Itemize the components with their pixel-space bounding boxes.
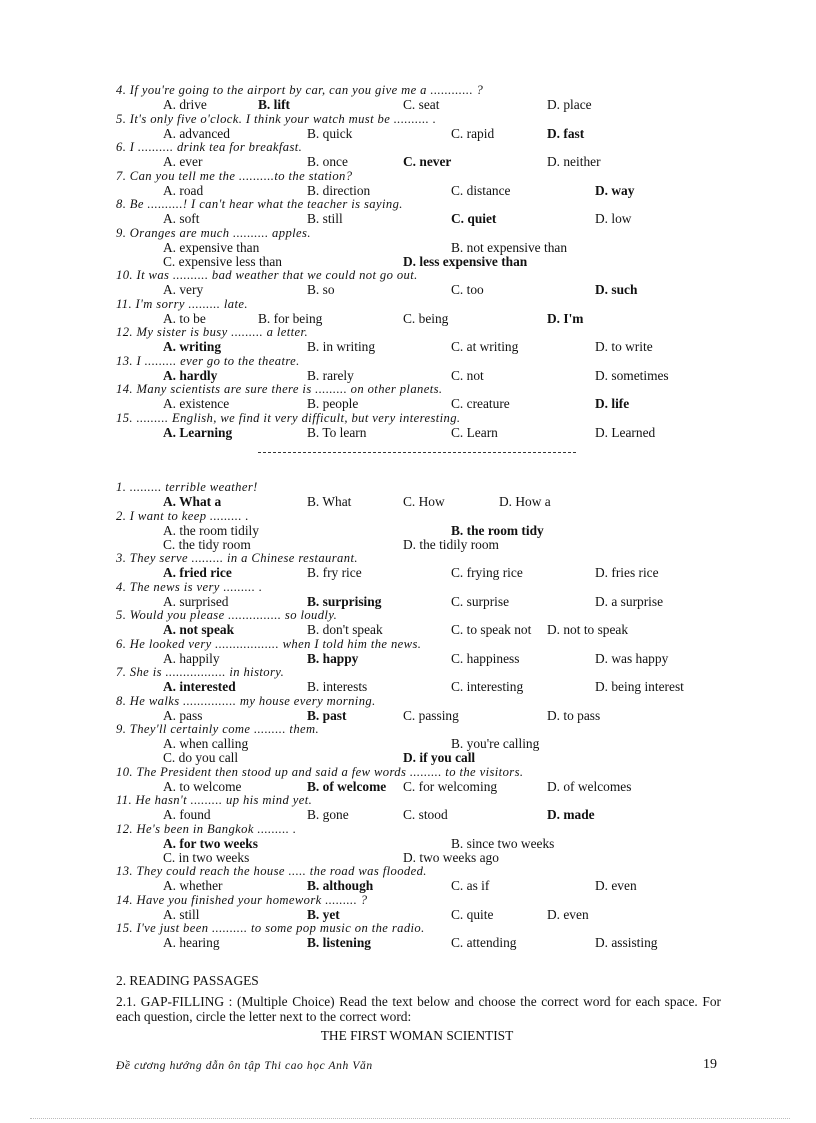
question-text: 15. ......... English, we find it very difficult, but very interesting. — [116, 410, 461, 425]
question-text: 13. They could reach the house ..... the road was flooded. — [116, 864, 427, 878]
answer-option: D. Learned — [595, 424, 656, 440]
answer-option: B. direction — [307, 182, 371, 198]
answer-option-correct: B. yet — [307, 906, 340, 922]
question-text: 5. It's only five o'clock. I think your watch must be .......... . — [116, 111, 437, 126]
question-text: 7. Can you tell me the ..........to the station? — [116, 168, 353, 183]
answer-option-correct: D. fast — [547, 125, 585, 141]
answer-option: C. passing — [403, 707, 459, 723]
answer-option: A. expensive than — [163, 239, 260, 255]
answer-option-correct: B. past — [307, 707, 347, 723]
answer-option-correct: B. surprising — [307, 593, 382, 609]
answer-option: B. in writing — [307, 339, 376, 354]
answer-option: A. when calling — [163, 736, 249, 751]
answer-option: B. not expensive than — [451, 239, 568, 255]
answer-option-correct: A. interested — [163, 679, 236, 694]
answer-option-correct: D. such — [595, 282, 638, 297]
answer-option: C. distance — [451, 182, 511, 198]
answer-option: B. you're calling — [451, 736, 540, 751]
answer-option-correct: B. although — [307, 878, 374, 893]
answer-option: D. the tidily room — [403, 536, 499, 552]
question-text: 6. I .......... drink tea for breakfast. — [116, 140, 303, 154]
answer-option: C. in two weeks — [163, 849, 250, 865]
answer-option-correct: D. less expensive than — [403, 253, 528, 269]
answer-option-correct: A. What a — [163, 494, 222, 509]
answer-option: C. at writing — [451, 339, 519, 354]
answer-option-correct: B. lift — [258, 97, 290, 112]
answer-option: D. place — [547, 97, 592, 112]
answer-option: C. interesting — [451, 679, 524, 694]
section-separator — [258, 452, 576, 453]
question-text: 13. I ......... ever go to the theatre. — [116, 353, 300, 368]
question-text: 4. The news is very ......... . — [116, 579, 263, 594]
answer-option: C. do you call — [163, 750, 239, 765]
question-text: 4. If you're going to the airport by car, can you give me a ............ ? — [116, 83, 484, 97]
answer-option: A. whether — [163, 878, 223, 893]
question-text: 7. She is ................. in history. — [116, 665, 285, 679]
answer-option: B. fry rice — [307, 565, 362, 580]
question-text: 15. I've just been .......... to some pop music on the radio. — [116, 921, 425, 935]
answer-option: B. gone — [307, 807, 349, 822]
page-bottom-rule — [30, 1118, 790, 1119]
answer-option-correct: B. of welcome — [307, 778, 387, 794]
footer-text: Đề cương hướng dẫn ôn tập Thi cao học Anh Văn — [116, 1060, 373, 1072]
answer-option-correct: B. happy — [307, 650, 359, 666]
answer-option: A. very — [163, 282, 204, 297]
reading-heading: 2. READING PASSAGES — [116, 973, 259, 988]
answer-option: C. How — [403, 494, 445, 509]
answer-option: C. stood — [403, 807, 448, 822]
answer-option: B. To learn — [307, 424, 367, 440]
answer-option: C. seat — [403, 97, 440, 112]
question-text: 6. He looked very .................. when I told him the news. — [116, 636, 422, 651]
answer-option: D. even — [547, 906, 589, 922]
answer-option: C. surprise — [451, 593, 510, 609]
answer-option-correct: C. quiet — [451, 211, 497, 226]
answer-option: A. to be — [163, 310, 206, 326]
answer-option: C. for welcoming — [403, 778, 498, 794]
answer-option: D. sometimes — [595, 367, 669, 383]
answer-option: B. still — [307, 211, 343, 226]
answer-option: D. not to speak — [547, 622, 629, 637]
question-text: 1. ......... terrible weather! — [116, 480, 258, 494]
reading-instruction: 2.1. GAP-FILLING : (Multiple Choice) Read the text below and choose the correct word for each space. For each question, circle the letter next to the correct word: — [116, 994, 721, 1024]
answer-option: B. once — [307, 154, 348, 169]
answer-option: A. road — [163, 182, 204, 198]
answer-option-correct: B. the room tidy — [451, 522, 544, 538]
answer-option-correct: D. I'm — [547, 310, 584, 326]
question-text: 9. They'll certainly come ......... them. — [116, 722, 320, 736]
answer-option: B. quick — [307, 125, 353, 141]
answer-option: C. too — [451, 282, 484, 297]
answer-option: C. Learn — [451, 424, 498, 440]
answer-option: A. the room tidily — [163, 522, 259, 538]
answer-option: D. was happy — [595, 650, 669, 666]
question-text: 12. My sister is busy ......... a letter. — [116, 325, 308, 339]
page-number: 19 — [703, 1057, 717, 1072]
question-text: 11. I'm sorry ......... late. — [116, 296, 248, 311]
answer-option: D. assisting — [595, 935, 658, 950]
answer-option: A. drive — [163, 97, 207, 112]
answer-option: B. so — [307, 282, 335, 297]
answer-option: A. to welcome — [163, 778, 242, 794]
answer-option: D. being interest — [595, 679, 684, 694]
answer-option: C. as if — [451, 878, 490, 893]
answer-option: C. the tidy room — [163, 536, 251, 552]
answer-option: A. still — [163, 906, 200, 922]
answer-option-correct: A. for two weeks — [163, 835, 258, 851]
answer-option: A. hearing — [163, 935, 220, 950]
answer-option: C. happiness — [451, 650, 520, 666]
answer-option: B. don't speak — [307, 622, 383, 637]
question-text: 12. He's been in Bangkok ......... . — [116, 821, 297, 836]
answer-option: C. to speak not — [451, 622, 532, 637]
answer-option-correct: B. listening — [307, 935, 371, 950]
question-text: 14. Have you finished your homework ......... ? — [116, 892, 368, 907]
answer-option-correct: D. made — [547, 807, 595, 822]
answer-option: D. to write — [595, 339, 653, 354]
answer-option: A. advanced — [163, 125, 230, 141]
answer-option-correct: A. writing — [163, 339, 222, 354]
answer-option: C. quite — [451, 906, 494, 922]
question-text: 8. He walks ............... my house every morning. — [116, 693, 376, 708]
question-text: 8. Be ..........! I can't hear what the teacher is saying. — [116, 197, 403, 211]
answer-option: B. for being — [258, 310, 323, 326]
answer-option-correct: A. Learning — [163, 424, 233, 440]
answer-option: B. rarely — [307, 367, 354, 383]
question-text: 9. Oranges are much .......... apples. — [116, 225, 311, 240]
answer-option: D. to pass — [547, 707, 601, 723]
answer-option: B. people — [307, 396, 359, 411]
answer-option-correct: C. never — [403, 154, 452, 169]
answer-option: A. pass — [163, 707, 203, 723]
answer-option: D. two weeks ago — [403, 849, 499, 865]
answer-option: C. being — [403, 310, 449, 326]
answer-option-correct: D. life — [595, 396, 630, 411]
answer-option: D. neither — [547, 154, 601, 169]
answer-option: B. What — [307, 494, 352, 509]
answer-option: C. expensive less than — [163, 253, 283, 269]
answer-option: D. even — [595, 878, 637, 893]
answer-option: C. rapid — [451, 125, 495, 141]
question-text: 2. I want to keep ......... . — [116, 508, 249, 523]
answer-option: A. found — [163, 807, 211, 822]
answer-option: B. since two weeks — [451, 835, 555, 851]
answer-option-correct: A. not speak — [163, 622, 235, 637]
question-text: 5. Would you please ............... so loudly. — [116, 608, 338, 622]
question-text: 14. Many scientists are sure there is ......... on other planets. — [116, 382, 443, 396]
answer-option: C. attending — [451, 935, 517, 950]
answer-option: D. of welcomes — [547, 778, 632, 794]
answer-option: A. ever — [163, 154, 203, 169]
answer-option: D. low — [595, 211, 632, 226]
answer-option-correct: D. if you call — [403, 750, 476, 765]
answer-option: A. soft — [163, 211, 200, 226]
answer-option: D. fries rice — [595, 565, 659, 580]
question-text: 10. It was .......... bad weather that we could not go out. — [116, 268, 418, 282]
question-text: 3. They serve ......... in a Chinese restaurant. — [116, 551, 358, 565]
answer-option: A. existence — [163, 396, 230, 411]
passage-title: THE FIRST WOMAN SCIENTIST — [320, 1028, 514, 1043]
answer-option: A. surprised — [163, 593, 229, 609]
answer-option: D. a surprise — [595, 593, 664, 609]
answer-option-correct: A. fried rice — [163, 565, 232, 580]
answer-option: C. not — [451, 367, 484, 383]
answer-option-correct: D. way — [595, 182, 635, 198]
answer-option: A. happily — [163, 650, 220, 666]
answer-option: B. interests — [307, 679, 368, 694]
answer-option: D. How a — [499, 494, 551, 509]
answer-option: C. frying rice — [451, 565, 523, 580]
answer-option-correct: A. hardly — [163, 367, 218, 383]
question-text: 10. The President then stood up and said a few words ......... to the visitors. — [116, 764, 524, 779]
answer-option: C. creature — [451, 396, 510, 411]
question-text: 11. He hasn't ......... up his mind yet. — [116, 793, 313, 807]
